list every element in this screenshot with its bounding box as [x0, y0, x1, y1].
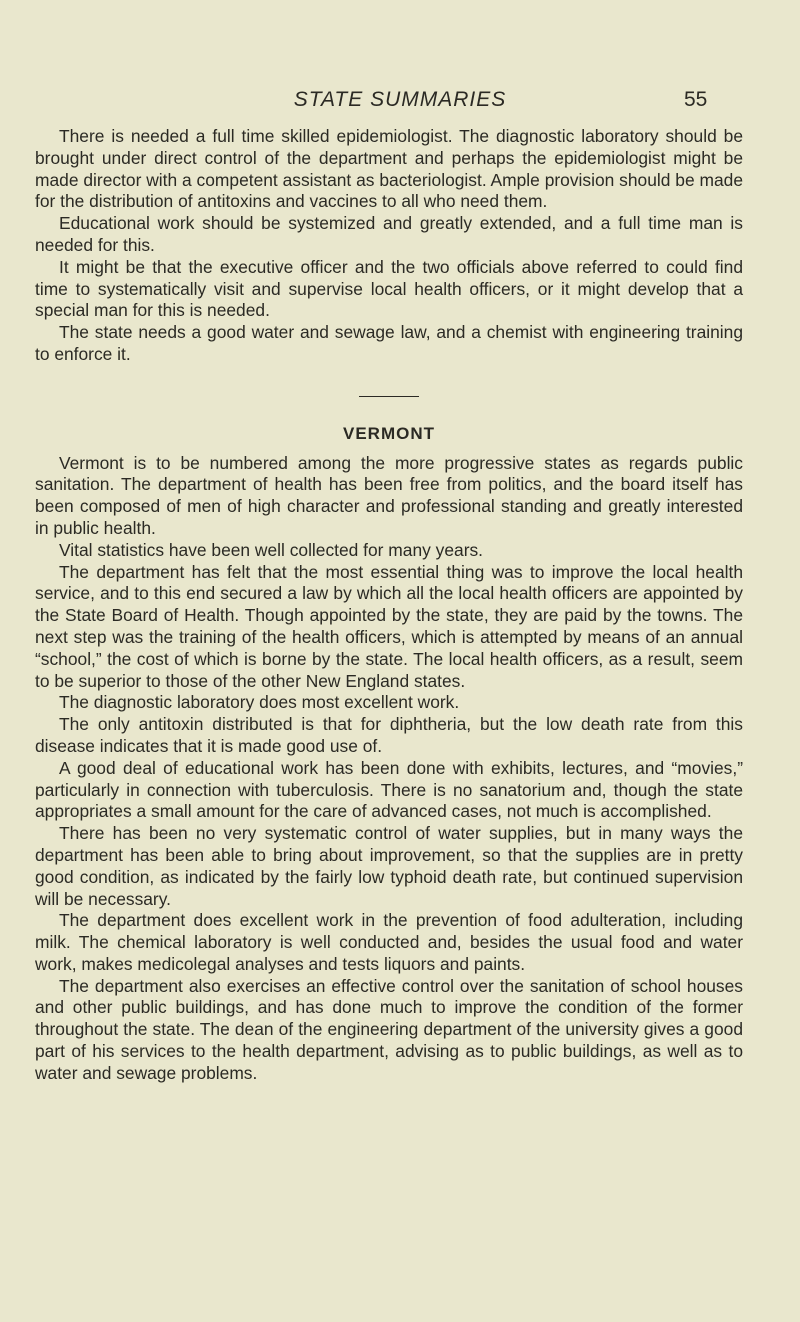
paragraph: The only antitoxin distributed is that for diphtheria, but the low death rate from this disease indicates that it is made good use of.: [35, 714, 743, 756]
paragraph: The diagnostic laboratory does most excellent work.: [59, 692, 460, 713]
paragraph: Educational work should be systemized and greatly extended, and a full time man is needed for this.: [35, 213, 743, 255]
paragraph: Vital statistics have been well collected for many years.: [59, 539, 484, 560]
running-title: STATE SUMMARIES: [293, 88, 507, 111]
paragraph: A good deal of educational work has been done with exhibits, lectures, and “movies,” particularly in connection with tuberculosis. There is no sanatorium and, though the state appropriates a small amount for the care of advanced cases, not much is accomplished.: [35, 757, 743, 822]
paragraph: The state needs a good water and sewage law, and a chemist with engineering training to enforce it.: [35, 322, 743, 364]
paragraph: It might be that the executive officer and the two officials above referred to could find time to systematically visit and supervise local health officers, or it might develop that a special man for this is needed.: [35, 256, 743, 321]
paragraph: The department does excellent work in the prevention of food adulteration, including milk. The chemical laboratory is well conducted and, besides the usual food and water work, makes medicolegal analyses and tests liquors and paints.: [35, 910, 743, 974]
section-heading: VERMONT: [343, 423, 435, 443]
paragraph: The department also exercises an effective control over the sanitation of school houses and other public buildings, and has done much to improve the condition of the former throughout the state. The dean of the engineering department of the university gives a good part of his services to the health department, advising as to public buildings, as well as to water and sewage problems.: [35, 975, 743, 1083]
body-text: [35, 126, 743, 1085]
paragraph: Vermont is to be numbered among the more progressive states as regards public sanitation. The department of health has been free from politics, and the board itself has been composed of men of high character and professional standing and greatly interested in public health.: [35, 452, 743, 538]
section-divider: [359, 396, 419, 397]
paragraph: There is needed a full time skilled epidemiologist. The diagnostic laboratory should be brought under direct control of the department and perhaps the epidemiologist might be made director with a competent assistant as bacteriologist. Ample provision should be made for the distribution of antitoxins and vaccines to all who need them.: [35, 126, 743, 212]
page-number: 55: [684, 88, 708, 111]
paragraph: There has been no very systematic control of water supplies, but in many ways the department has been able to bring about improvement, so that the supplies are in pretty good condition, as indicated by the fairly low typhoid death rate, but continued supervision will be necessary.: [35, 823, 743, 909]
running-head: [0, 88, 800, 120]
paragraph: The department has felt that the most essential thing was to improve the local health service, and to this end secured a law by which all the local health officers are appointed by the State Board of Health. Though appointed by the state, they are paid by the towns. The next step was the training of the health officers, which is attempted by means of an annual “school,” the cost of which is borne by the state. The local health officers, as a result, seem to be superior to those of the other New England states.: [35, 561, 743, 691]
